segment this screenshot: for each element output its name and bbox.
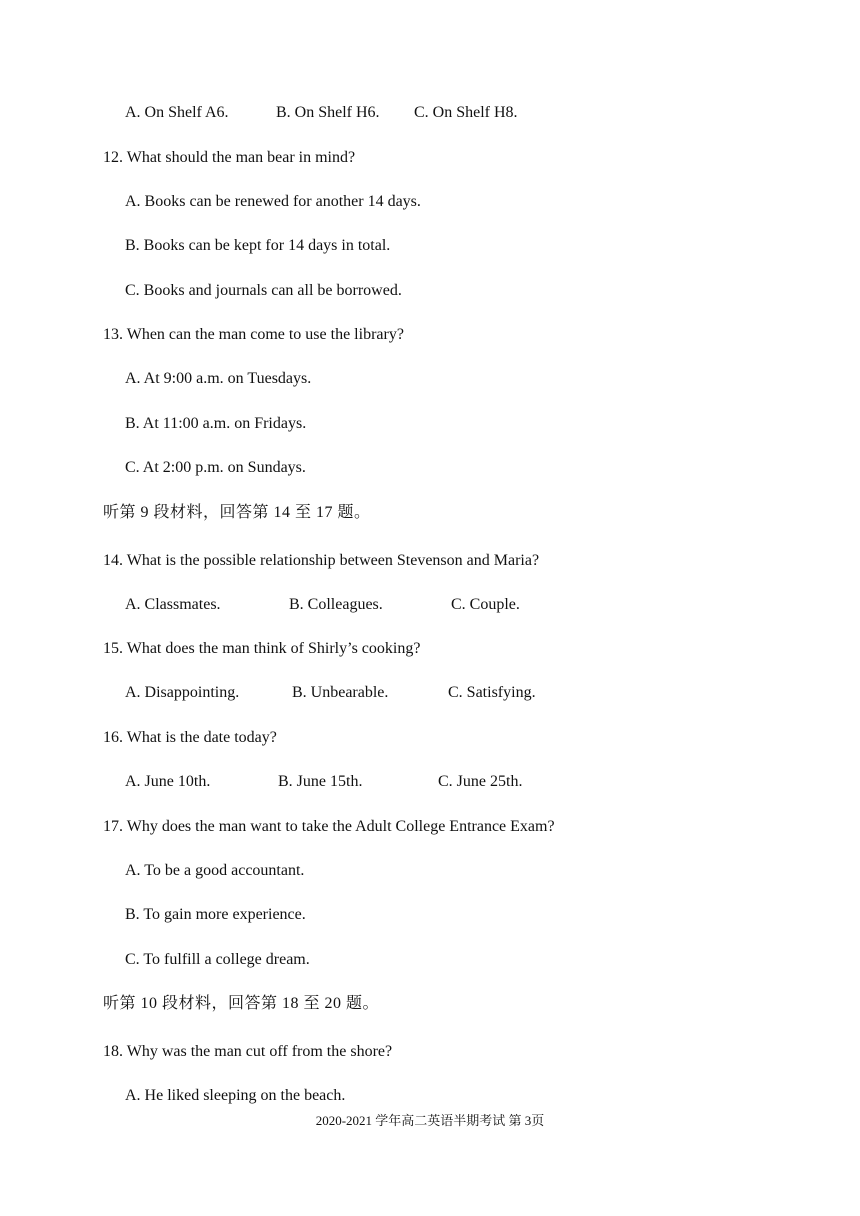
q17-option-b: B. To gain more experience.: [125, 906, 306, 923]
q15-option-a: A. Disappointing.: [125, 684, 240, 701]
q16-option-b: B. June 15th.: [278, 773, 363, 790]
q15-question: 15. What does the man think of Shirly’s cooking?: [103, 640, 421, 657]
q13-option-c: C. At 2:00 p.m. on Sundays.: [125, 459, 306, 476]
q17-question: 17. Why does the man want to take the Adult College Entrance Exam?: [103, 818, 555, 835]
q16-option-c: C. June 25th.: [438, 773, 523, 790]
q16-question: 16. What is the date today?: [103, 729, 277, 746]
q15-option-b: B. Unbearable.: [292, 684, 389, 701]
q18-option-a: A. He liked sleeping on the beach.: [125, 1087, 346, 1104]
q14-question: 14. What is the possible relationship between Stevenson and Maria?: [103, 552, 540, 569]
q17-option-c: C. To fulfill a college dream.: [125, 951, 310, 968]
q15-option-c: C. Satisfying.: [448, 684, 536, 701]
q12-option-a: A. Books can be renewed for another 14 days.: [125, 193, 421, 210]
q14-option-c: C. Couple.: [451, 596, 520, 613]
q12-question: 12. What should the man bear in mind?: [103, 149, 356, 166]
q14-option-b: B. Colleagues.: [289, 596, 383, 613]
section-10-header: 听第 10 段材料，回答第 18 至 20 题。: [103, 995, 380, 1012]
q11-option-b: B. On Shelf H6.: [276, 104, 380, 121]
q13-option-b: B. At 11:00 a.m. on Fridays.: [125, 415, 307, 432]
q17-option-a: A. To be a good accountant.: [125, 862, 305, 879]
section-9-header: 听第 9 段材料，回答第 14 至 17 题。: [103, 504, 371, 521]
q13-question: 13. When can the man come to use the library?: [103, 326, 404, 343]
page-footer: 2020-2021 学年高二英语半期考试 第 3页: [315, 1113, 545, 1128]
q13-option-a: A. At 9:00 a.m. on Tuesdays.: [125, 370, 312, 387]
q14-option-a: A. Classmates.: [125, 596, 221, 613]
q11-option-a: A. On Shelf A6.: [125, 104, 229, 121]
q12-option-c: C. Books and journals can all be borrowed.: [125, 282, 402, 299]
q18-question: 18. Why was the man cut off from the shore?: [103, 1043, 393, 1060]
q12-option-b: B. Books can be kept for 14 days in total.: [125, 237, 391, 254]
q16-option-a: A. June 10th.: [125, 773, 211, 790]
q11-option-c: C. On Shelf H8.: [414, 104, 518, 121]
